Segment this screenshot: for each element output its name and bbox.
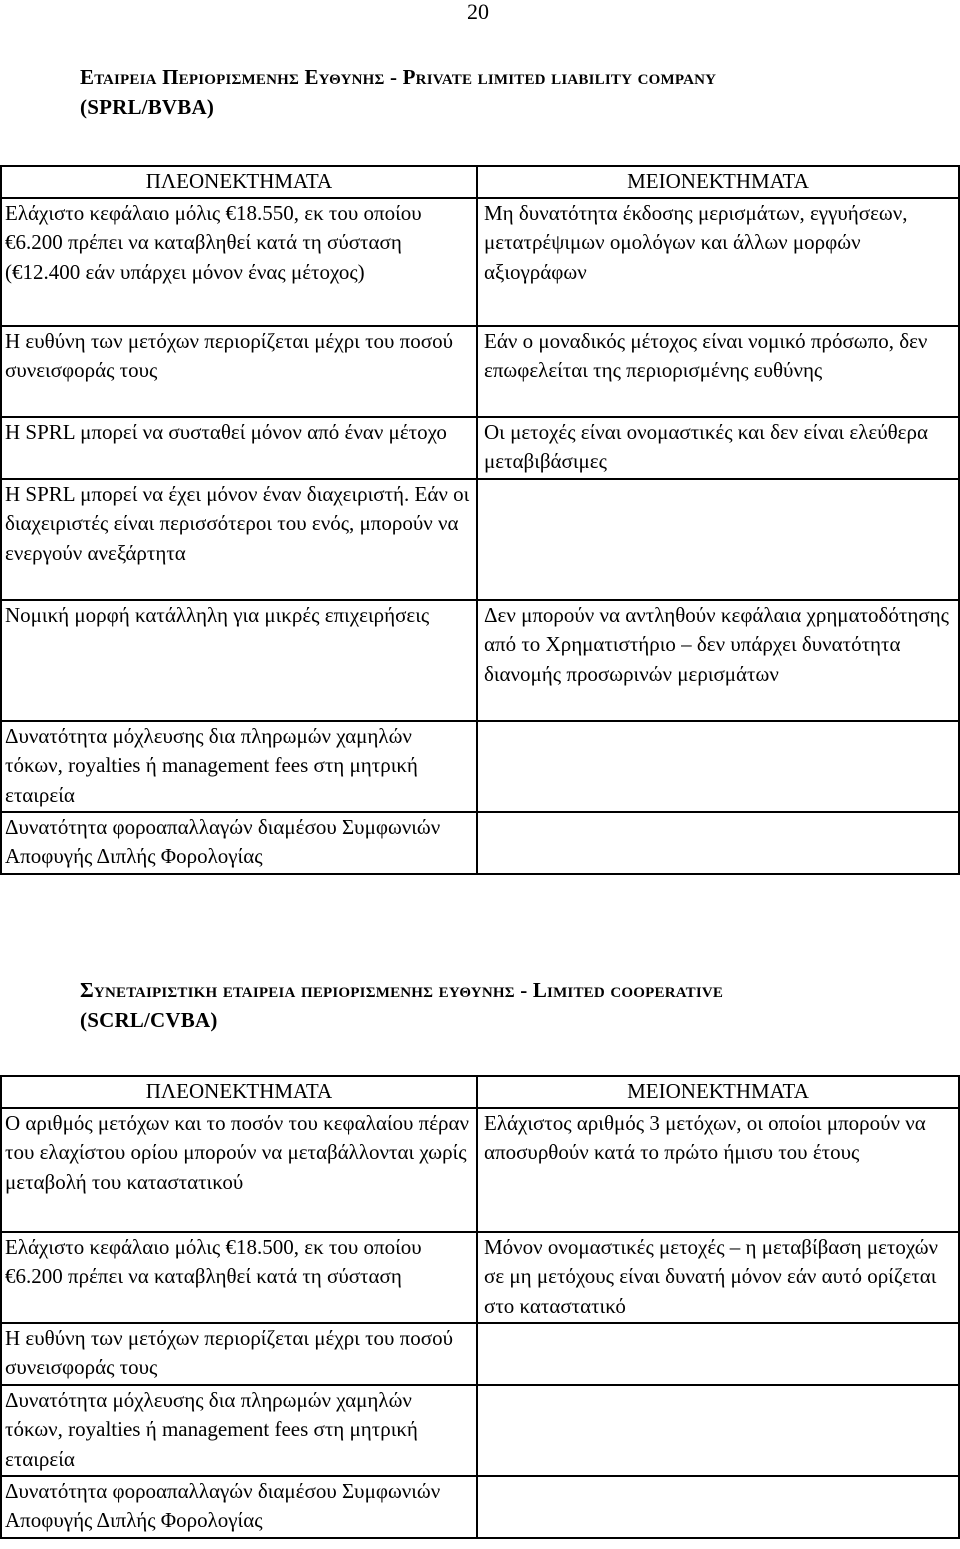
table-row xyxy=(1,1385,959,1476)
advantage-cell: Η SPRL μπορεί να συσταθεί μόνον από έναν μέτοχο xyxy=(1,417,477,479)
section-subtitle: (SCRL/CVBA) xyxy=(80,1008,218,1032)
disadvantage-cell: Ελάχιστος αριθμός 3 μετόχων, οι οποίοι μπορούν να αποσυρθούν κατά το πρώτο ήμισυ του έτους xyxy=(477,1108,959,1232)
advantages-header: ΠΛΕΟΝΕΚΤΗΜΑΤΑ xyxy=(1,1076,477,1108)
disadvantage-cell xyxy=(477,479,959,600)
table-row xyxy=(1,721,959,812)
section-heading-sprl xyxy=(80,62,958,122)
comparison-table-sprl xyxy=(0,165,960,875)
disadvantage-cell: Μόνον ονομαστικές μετοχές – η μεταβίβαση μετοχών σε μη μετόχους είναι δυνατή μόνον εάν αυτό ορίζεται στο καταστατικό xyxy=(477,1232,959,1323)
table-row xyxy=(1,812,959,874)
section-heading-scrl xyxy=(80,975,958,1035)
advantage-cell: Ελάχιστο κεφάλαιο μόλις €18.550, εκ του οποίου €6.200 πρέπει να καταβληθεί κατά τη σύσταση (€12.400 εάν υπάρχει μόνον ένας μέτοχος) xyxy=(1,198,477,326)
disadvantage-cell xyxy=(477,721,959,812)
advantage-cell: Η ευθύνη των μετόχων περιορίζεται μέχρι του ποσού συνεισφοράς τους xyxy=(1,326,477,417)
section-title: Εταιρεια Περιορισμενης Ευθυνης - Private limited liability company xyxy=(80,65,717,89)
table-header-row xyxy=(1,166,959,198)
advantage-cell: Ελάχιστο κεφάλαιο μόλις €18.500, εκ του οποίου €6.200 πρέπει να καταβληθεί κατά τη σύσταση xyxy=(1,1232,477,1323)
advantage-cell: Δυνατότητα μόχλευσης δια πληρωμών χαμηλών τόκων, royalties ή management fees στη μητρική εταιρεία xyxy=(1,1385,477,1476)
advantages-header: ΠΛΕΟΝΕΚΤΗΜΑΤΑ xyxy=(1,166,477,198)
table-row xyxy=(1,1108,959,1232)
table-header-row xyxy=(1,1076,959,1108)
disadvantage-cell xyxy=(477,1476,959,1538)
table-row xyxy=(1,198,959,326)
section-subtitle: (SPRL/BVBA) xyxy=(80,95,215,119)
advantage-cell: Νομική μορφή κατάλληλη για μικρές επιχειρήσεις xyxy=(1,600,477,721)
disadvantage-cell xyxy=(477,1385,959,1476)
disadvantages-header: ΜΕΙΟΝΕΚΤΗΜΑΤΑ xyxy=(477,1076,959,1108)
disadvantage-cell xyxy=(477,812,959,874)
table-row xyxy=(1,479,959,600)
page-number: 20 xyxy=(467,0,489,24)
table-row xyxy=(1,1232,959,1323)
table-row xyxy=(1,417,959,479)
section-title: Συνεταιριστικη εταιρεια περιορισμενης ευθυνης - Limited cooperative xyxy=(80,978,724,1002)
table-row xyxy=(1,1323,959,1385)
table-row xyxy=(1,326,959,417)
disadvantage-cell: Μη δυνατότητα έκδοσης μερισμάτων, εγγυήσεων, μετατρέψιμων ομολόγων και άλλων μορφών αξιογράφων xyxy=(477,198,959,326)
advantage-cell: Η ευθύνη των μετόχων περιορίζεται μέχρι του ποσού συνεισφοράς τους xyxy=(1,1323,477,1385)
comparison-table-scrl xyxy=(0,1075,960,1539)
disadvantage-cell xyxy=(477,1323,959,1385)
advantage-cell: Δυνατότητα φοροαπαλλαγών διαμέσου Συμφωνιών Αποφυγής Διπλής Φορολογίας xyxy=(1,1476,477,1538)
disadvantage-cell: Οι μετοχές είναι ονομαστικές και δεν είναι ελεύθερα μεταβιβάσιμες xyxy=(477,417,959,479)
advantage-cell: Δυνατότητα μόχλευσης δια πληρωμών χαμηλών τόκων, royalties ή management fees στη μητρική εταιρεία xyxy=(1,721,477,812)
advantage-cell: Ο αριθμός μετόχων και το ποσόν του κεφαλαίου πέραν του ελαχίστου ορίου μπορούν να μεταβάλλονται χωρίς μεταβολή του καταστατικού xyxy=(1,1108,477,1232)
table-row xyxy=(1,1476,959,1538)
disadvantage-cell: Εάν ο μοναδικός μέτοχος είναι νομικό πρόσωπο, δεν επωφελείται της περιορισμένης ευθύνης xyxy=(477,326,959,417)
advantage-cell: Δυνατότητα φοροαπαλλαγών διαμέσου Συμφωνιών Αποφυγής Διπλής Φορολογίας xyxy=(1,812,477,874)
disadvantage-cell: Δεν μπορούν να αντληθούν κεφάλαια χρηματοδότησης από το Χρηματιστήριο – δεν υπάρχει δυνατότητα διανομής προσωρινών μερισμάτων xyxy=(477,600,959,721)
table-row xyxy=(1,600,959,721)
advantage-cell: Η SPRL μπορεί να έχει μόνον έναν διαχειριστή. Εάν οι διαχειριστές είναι περισσότεροι του ενός, μπορούν να ενεργούν ανεξάρτητα xyxy=(1,479,477,600)
disadvantages-header: ΜΕΙΟΝΕΚΤΗΜΑΤΑ xyxy=(477,166,959,198)
